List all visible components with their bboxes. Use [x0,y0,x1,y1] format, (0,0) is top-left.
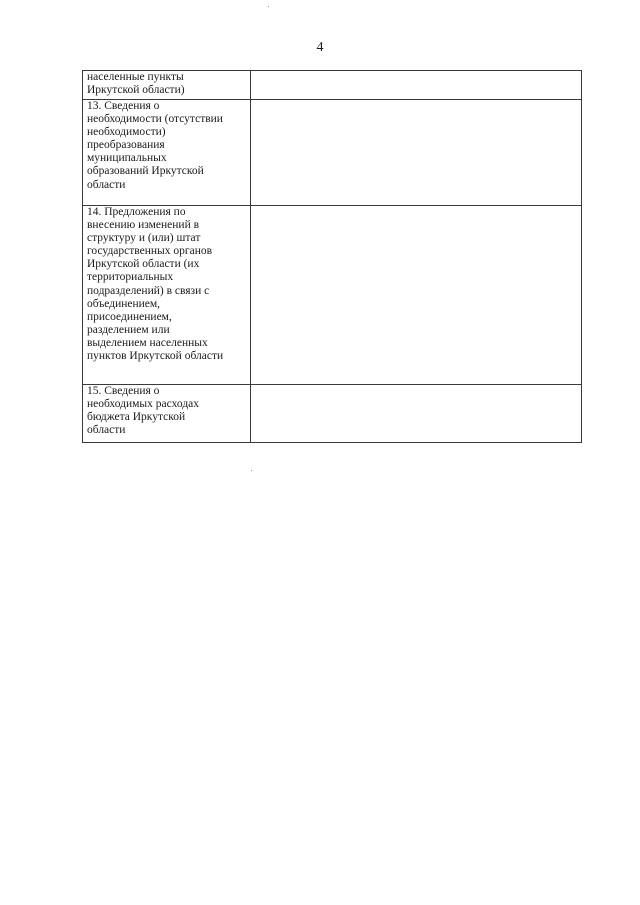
table-row [83,71,582,100]
row-label-cell: 15. Сведения о необходимых расходах бюджета Иркутской области [83,385,251,443]
table-row [83,206,582,385]
row-label-cell: населенные пункты Иркутской области) [83,71,251,100]
row-value-cell [251,71,582,100]
page-number: 4 [316,40,324,55]
form-table [82,70,582,443]
scan-speck [268,6,269,7]
table-row [83,100,582,206]
row-value-cell [251,385,582,443]
row-value-cell [251,100,582,206]
row-label-cell: 13. Сведения о необходимости (отсутствии необходимости) преобразования муниципальных образований Иркутской области [83,100,251,206]
row-value-cell [251,206,582,385]
scan-speck [251,470,252,471]
row-label-cell: 14. Предложения по внесению изменений в структуру и (или) штат государственных органов Иркутской области (их территориальных подразделений) в связи с объединением, присоединением, разделением или выделением населенных пунктов Иркутской области [83,206,251,385]
table-row [83,385,582,443]
